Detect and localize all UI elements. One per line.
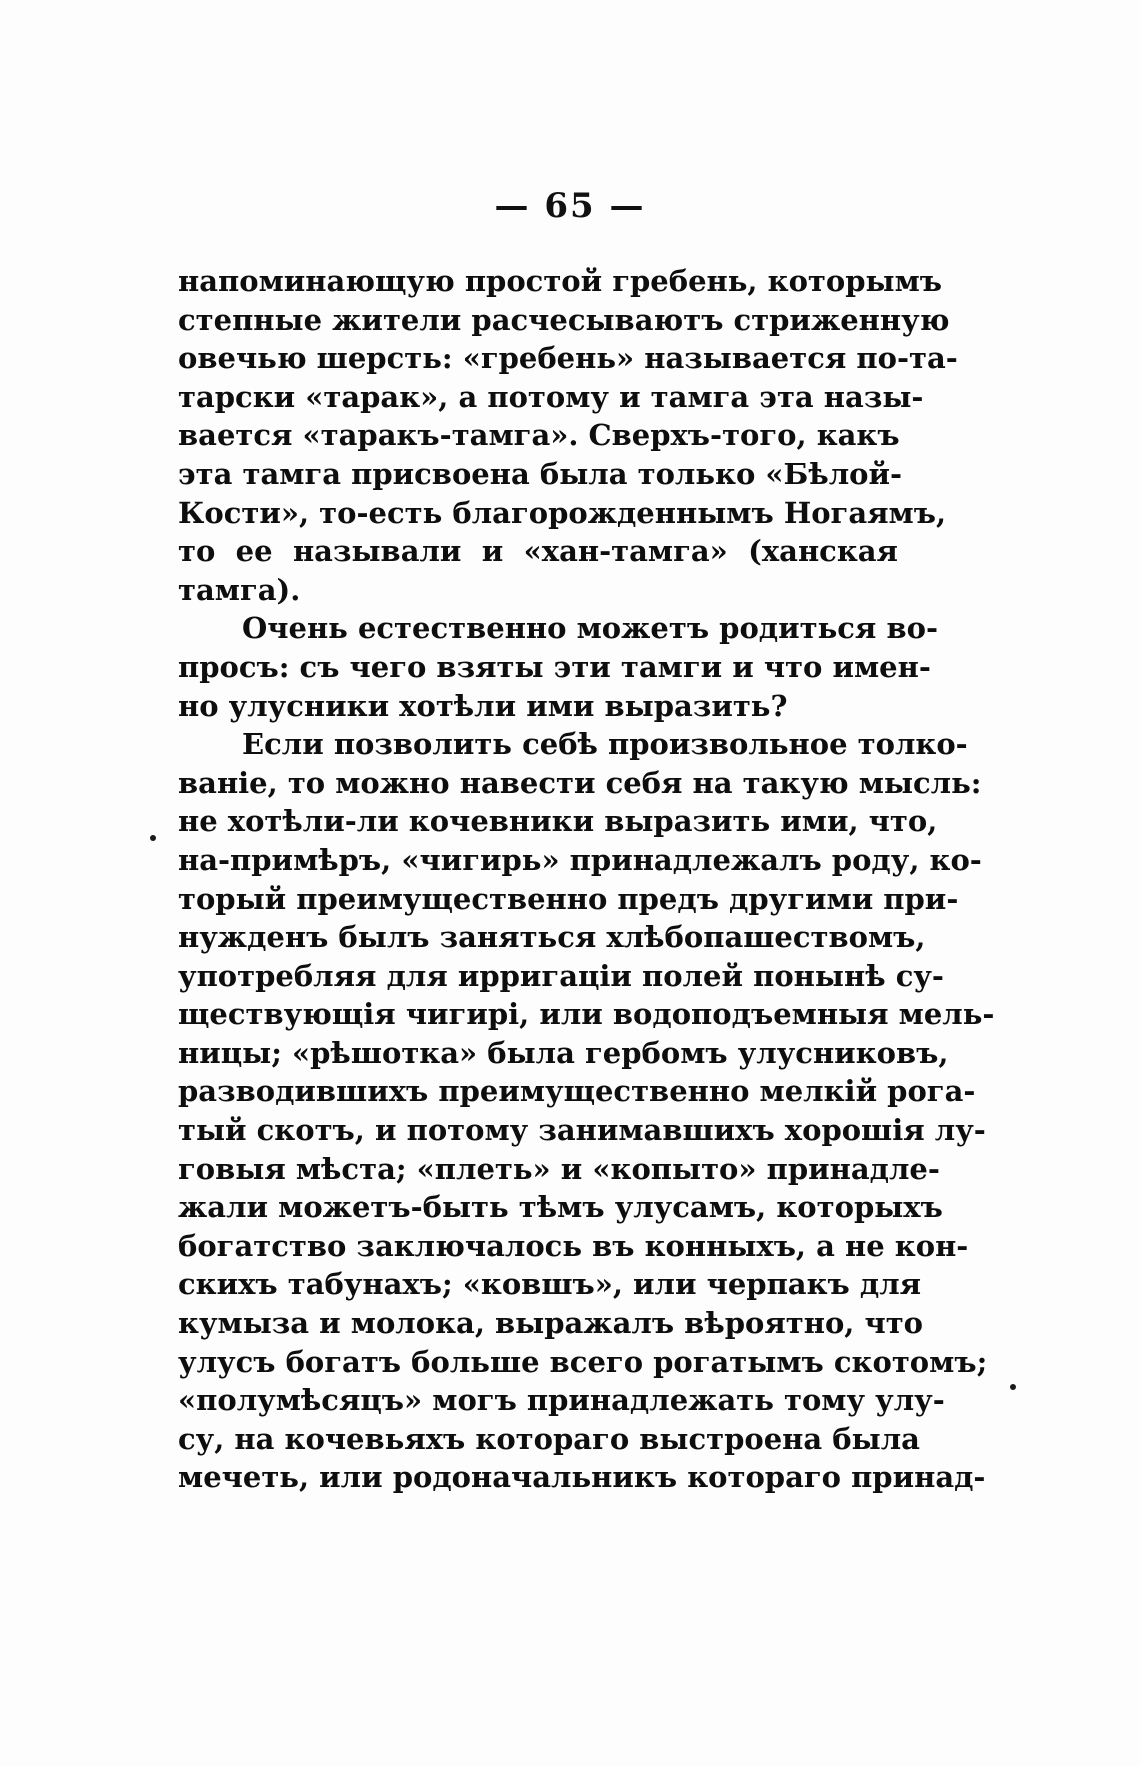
text-line: говыя мѣста; «плеть» и «копыто» принадле- — [178, 1151, 940, 1186]
text-line: су, на кочевьяхъ котораго выстроена была — [178, 1421, 920, 1456]
text-line: овечью шерсть: «гребень» называется по-та- — [178, 341, 958, 376]
text-line: Кости», то-есть благорожденнымъ Ногаямъ, — [178, 495, 947, 530]
text-line: тый скотъ, и потому занимавшихъ хорошія лу- — [178, 1113, 986, 1148]
ink-speck — [1010, 1384, 1016, 1390]
text-line: не хотѣли-ли кочевники выразить ими, что, — [178, 804, 938, 839]
text-line: ницы; «рѣшотка» была гербомъ улусниковъ, — [178, 1035, 949, 1070]
text-line: просъ: съ чего взяты эти тамги и что имен- — [178, 649, 931, 684]
text-line: тамга). — [178, 572, 301, 607]
text-line: Очень естественно можетъ родиться во- — [242, 611, 938, 646]
text-line: разводившихъ преимущественно мелкій рогa- — [178, 1074, 976, 1109]
text-line: нужденъ былъ заняться хлѣбопашествомъ, — [178, 920, 926, 955]
text-line: ществующія чигирі, или водоподъемныя мель- — [178, 997, 995, 1032]
text-line: но улусники хотѣли ими выразить? — [178, 688, 788, 723]
text-line: жали можетъ-быть тѣмъ улусамъ, которыхъ — [178, 1190, 943, 1225]
text-line: употребляя для ирригаціи полей понынѣ су- — [178, 958, 944, 993]
text-line: тарски «тарак», а потому и тамга эта назы- — [178, 379, 924, 414]
text-line: торый преимущественно предъ другими при- — [178, 881, 959, 916]
text-line: эта тамга присвоена была только «Бѣлой- — [178, 456, 903, 491]
text-line: улусъ богатъ больше всего рогатымъ скотомъ; — [178, 1344, 988, 1379]
page-number: — 65 — — [494, 186, 646, 226]
text-line: то ее называли и «хан-тамга» (ханская — [178, 534, 898, 569]
text-line: мечеть, или родоначальникъ котораго принад- — [178, 1460, 986, 1495]
text-line: богатство заключалось въ конныхъ, а не кон- — [178, 1228, 969, 1263]
text-line: кумыза и молока, выражалъ вѣроятно, что — [178, 1306, 924, 1341]
body-text — [178, 262, 995, 1497]
ink-speck — [150, 835, 156, 841]
text-line: Если позволить себѣ произвольное толко- — [242, 727, 968, 762]
text-line: на-примѣръ, «чигирь» принадлежалъ роду, ко- — [178, 842, 982, 877]
text-line: скихъ табунахъ; «ковшъ», или черпакъ для — [178, 1267, 922, 1302]
text-line: вается «таракъ-тамга». Сверхъ-того, какъ — [178, 418, 900, 453]
text-line: «полумѣсяцъ» могъ принадлежать тому улу- — [178, 1383, 945, 1418]
text-line: степные жители расчесываютъ стриженную — [178, 302, 950, 337]
text-line: напоминающую простой гребень, которымъ — [178, 264, 943, 298]
text-line: ваніе, то можно навести себя на такую мысль: — [178, 765, 982, 800]
